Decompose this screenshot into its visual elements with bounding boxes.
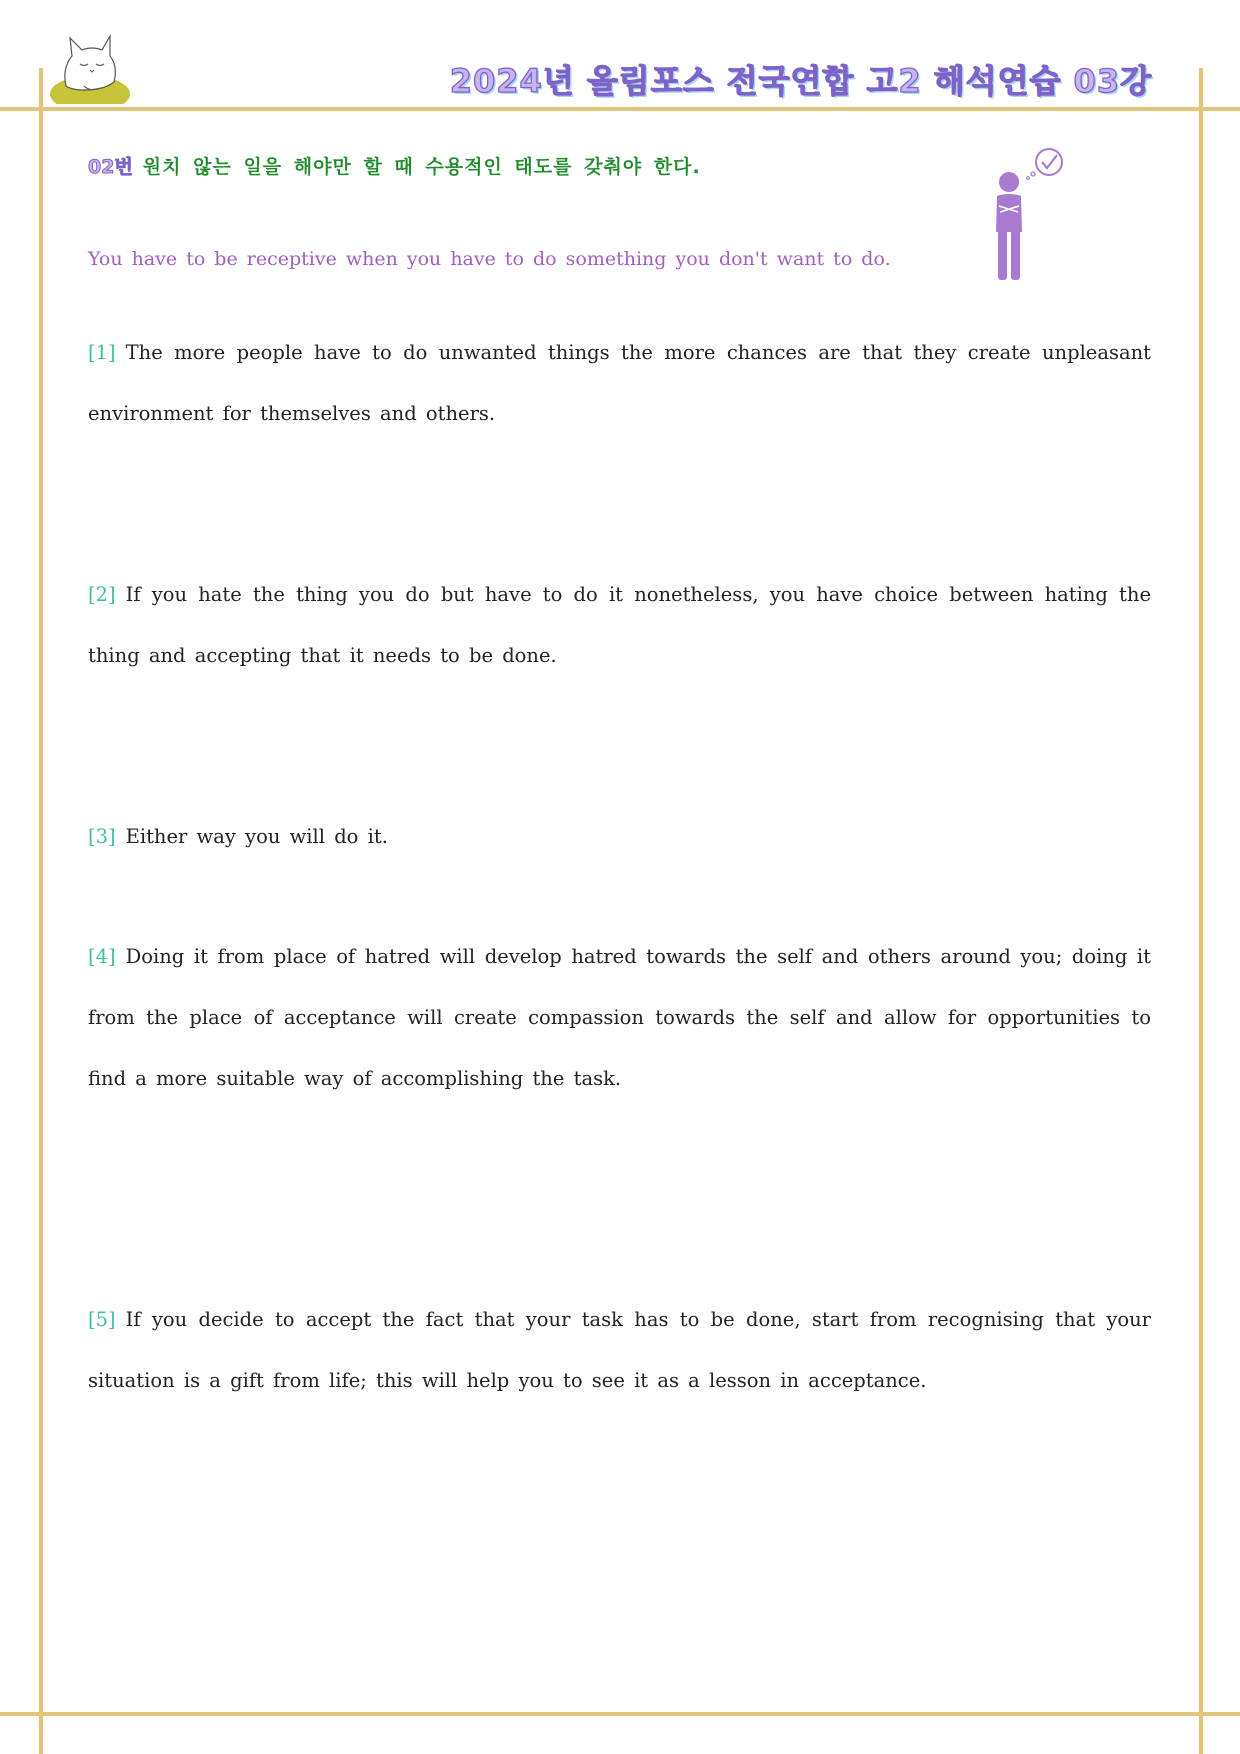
sleeping-cat-icon <box>44 28 134 104</box>
paragraph-text: The more people have to do unwanted things the more chances are that they create unpleasant environment for themselves and others. <box>88 341 1151 425</box>
paragraph-number: [4] <box>88 945 116 968</box>
paragraph-number: [2] <box>88 583 116 606</box>
header-rule <box>0 107 1240 111</box>
question-heading <box>88 152 701 179</box>
page-title: 2024년 올림포스 전국연합 고2 해석연습 03강 <box>449 62 1152 100</box>
right-border <box>1199 68 1203 1754</box>
paragraph-1 <box>88 322 1151 444</box>
paragraph-number: [3] <box>88 825 116 848</box>
paragraph-text: Either way you will do it. <box>125 825 388 848</box>
paragraph-3 <box>88 806 1151 867</box>
paragraph-text: Doing it from place of hatred will develop hatred towards the self and others around you; doing it from the place of acceptance will create compassion towards the self and allow for opportunities to find a more suitable way of accomplishing the task. <box>88 945 1151 1090</box>
left-border <box>39 68 43 1754</box>
question-number: 02번 <box>88 156 133 178</box>
thinking-person-checkmark-icon <box>990 144 1070 284</box>
korean-topic: 원치 않는 일을 해야만 할 때 수용적인 태도를 갖춰야 한다. <box>142 156 701 178</box>
paragraph-5 <box>88 1289 1151 1411</box>
footer-rule <box>0 1712 1240 1716</box>
english-topic: You have to be receptive when you have to do something you don't want to do. <box>88 248 891 270</box>
paragraph-2 <box>88 564 1151 686</box>
paragraph-number: [5] <box>88 1308 116 1331</box>
paragraph-4 <box>88 926 1151 1109</box>
paragraph-text: If you decide to accept the fact that your task has to be done, start from recognising that your situation is a gift from life; this will help you to see it as a lesson in acceptance. <box>88 1308 1151 1392</box>
paragraph-text: If you hate the thing you do but have to do it nonetheless, you have choice between hating the thing and accepting that it needs to be done. <box>88 583 1151 667</box>
paragraph-number: [1] <box>88 341 116 364</box>
